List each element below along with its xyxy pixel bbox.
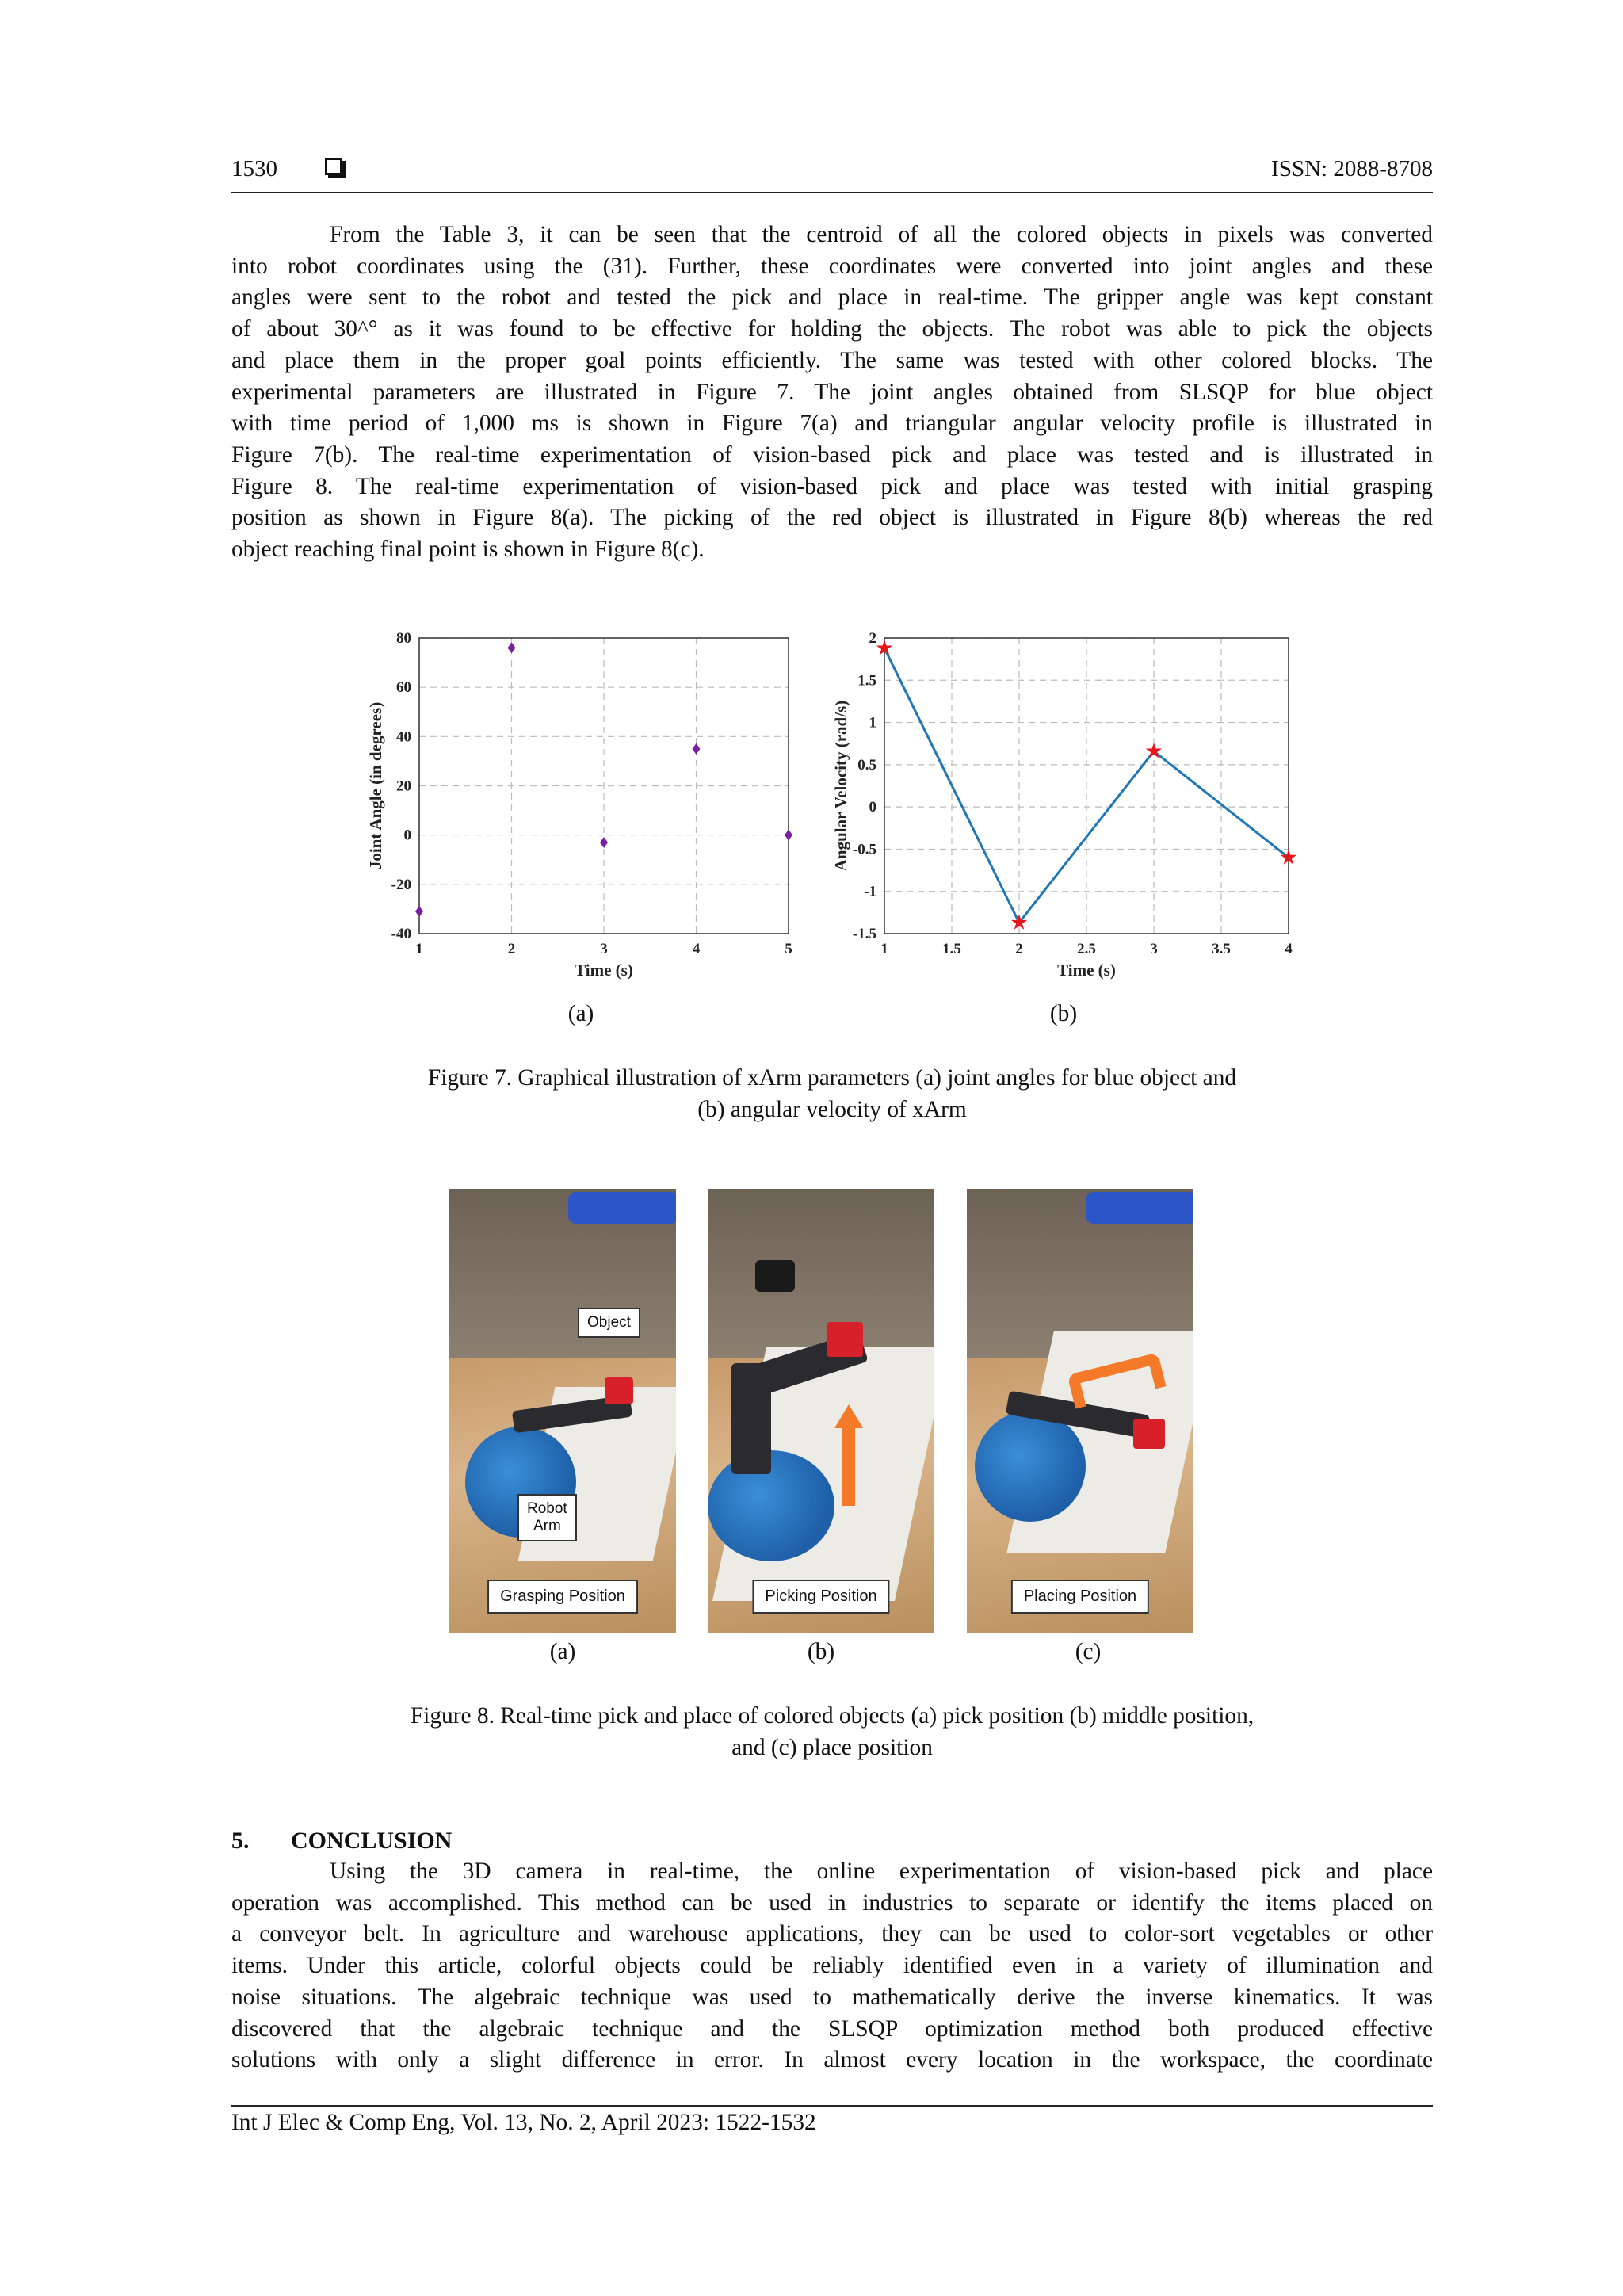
photo-picking-position <box>708 1189 934 1633</box>
y-tick-label: -40 <box>391 926 411 942</box>
caption-line: (b) angular velocity of xArm <box>697 1097 967 1122</box>
robot-arm-tag-line: Arm <box>533 1518 561 1534</box>
text-line: Using the 3D camera in real-time, the online experimentation of vision-based pick and place <box>330 1859 1433 1884</box>
y-tick-label: -1 <box>864 883 876 900</box>
text-line: angles were sent to the robot and tested the pick and place in real-time. The gripper angle was kept constant <box>231 285 1433 311</box>
y-tick-label: -1.5 <box>852 926 876 942</box>
x-tick-label: 3 <box>600 941 608 957</box>
photo-label: Grasping Position <box>487 1580 638 1614</box>
joint-angle-chart <box>361 618 804 999</box>
x-axis-label: Time (s) <box>1057 961 1116 980</box>
caption-line: and (c) place position <box>731 1735 933 1760</box>
x-tick-label: 3 <box>1150 941 1158 957</box>
figure7-sublabel-b: (b) <box>1049 1001 1078 1026</box>
figure8-caption <box>231 1700 1433 1763</box>
text-line: of about 30^° as it was found to be effective for holding the objects. The robot was able to pick the objects <box>231 316 1433 342</box>
section-heading <box>231 1828 452 1855</box>
figure7-sublabel-a: (a) <box>567 1001 594 1026</box>
y-tick-label: 0 <box>403 827 411 844</box>
y-tick-label: 0 <box>869 799 876 816</box>
text-line: Figure 7(b). The real-time experimentation of vision-based pick and place was tested and is illustrated in <box>231 441 1433 468</box>
y-tick-label: 40 <box>396 728 411 746</box>
body-paragraph-1 <box>231 220 1433 566</box>
object-tag: Object <box>578 1308 640 1338</box>
footer-rule <box>231 2105 1433 2107</box>
y-tick-label: -20 <box>391 876 411 893</box>
figure8-sublabel-b: (b) <box>807 1639 835 1664</box>
caption-line: Figure 8. Real-time pick and place of colored objects (a) pick position (b) middle position, <box>410 1703 1254 1729</box>
header-rule <box>231 192 1433 193</box>
x-tick-label: 1 <box>415 941 423 957</box>
x-tick-label: 1 <box>880 941 888 957</box>
y-tick-label: 2 <box>869 630 876 647</box>
body-paragraph-2 <box>231 1856 1433 2076</box>
text-line: discovered that the algebraic technique and the SLSQP optimization method both produced effective <box>231 2015 1433 2042</box>
text-line: Figure 8. The real-time experimentation of vision-based pick and place was tested with initial grasping <box>231 473 1433 499</box>
y-tick-label: 1.5 <box>857 672 876 690</box>
section-title: CONCLUSION <box>291 1828 453 1854</box>
x-tick-label: 5 <box>785 941 792 957</box>
y-tick-label: 1 <box>869 714 876 732</box>
photo-label: Placing Position <box>1011 1580 1149 1614</box>
figure8-sublabel-a: (a) <box>549 1639 576 1664</box>
y-tick-label: 0.5 <box>857 756 876 774</box>
text-line: items. Under this article, colorful objects could be reliably identified even in a variety of illumination and <box>231 1953 1433 1979</box>
header-box-icon <box>325 158 342 175</box>
x-tick-label: 3.5 <box>1212 941 1231 957</box>
text-line: with time period of 1,000 ms is shown in Figure 7(a) and triangular angular velocity profile is illustrated in <box>231 411 1433 437</box>
y-axis-label: Angular Velocity (rad/s) <box>831 700 850 872</box>
photo-grasping-position <box>449 1189 676 1633</box>
figure8-sublabel-c: (c) <box>1075 1639 1102 1664</box>
text-line: experimental parameters are illustrated in Figure 7. The joint angles obtained from SLSQP for blue object <box>231 379 1433 405</box>
footer-citation: Int J Elec & Comp Eng, Vol. 13, No. 2, April 2023: 1522-1532 <box>231 2110 816 2135</box>
y-tick-label: 80 <box>396 630 411 647</box>
text-line: position as shown in Figure 8(a). The picking of the red object is illustrated in Figure 8(b) whereas the red <box>231 505 1433 531</box>
x-tick-label: 1.5 <box>942 941 961 957</box>
caption-line: Figure 7. Graphical illustration of xArm parameters (a) joint angles for blue object and <box>427 1065 1237 1091</box>
page-number: 1530 <box>231 156 277 181</box>
section-number: 5. <box>231 1828 250 1854</box>
text-line: object reaching final point is shown in Figure 8(c). <box>231 537 705 563</box>
text-line: From the Table 3, it can be seen that the centroid of all the colored objects in pixels was converted <box>330 222 1433 247</box>
figure7-caption <box>231 1062 1433 1125</box>
x-tick-label: 4 <box>1285 941 1293 957</box>
text-line: a conveyor belt. In agriculture and warehouse applications, they can be used to color-sort vegetables or other <box>231 1921 1433 1947</box>
y-axis-label: Joint Angle (in degrees) <box>366 701 385 870</box>
text-line: operation was accomplished. This method can be used in industries to separate or identify the items placed on <box>231 1889 1433 1916</box>
text-line: solutions with only a slight difference in error. In almost every location in the workspace, the coordinate <box>231 2047 1433 2073</box>
text-line: noise situations. The algebraic technique was used to mathematically derive the inverse kinematics. It was <box>231 1984 1433 2010</box>
x-tick-label: 2 <box>507 941 516 957</box>
text-line: into robot coordinates using the (31). Further, these coordinates were converted into joint angles and these <box>231 253 1433 279</box>
angular-velocity-chart <box>816 618 1323 999</box>
robot-arm-tag-line: Robot <box>527 1500 567 1517</box>
x-axis-label: Time (s) <box>575 961 633 980</box>
y-tick-label: -0.5 <box>852 841 876 858</box>
y-tick-label: 60 <box>396 679 411 697</box>
x-tick-label: 2 <box>1015 941 1023 957</box>
photo-label: Picking Position <box>752 1580 889 1614</box>
text-line: and place them in the proper goal points efficiently. The same was tested with other colored blocks. The <box>231 347 1433 373</box>
x-tick-label: 4 <box>692 941 701 957</box>
photo-placing-position <box>967 1189 1193 1633</box>
issn: ISSN: 2088-8708 <box>1271 156 1433 181</box>
y-tick-label: 20 <box>396 777 411 795</box>
x-tick-label: 2.5 <box>1077 941 1096 957</box>
robot-arm-tag <box>517 1494 577 1541</box>
